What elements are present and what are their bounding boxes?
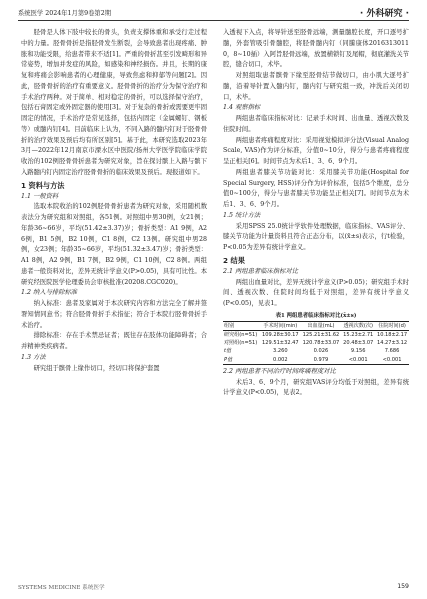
table-header-cell: 手术时间(min) xyxy=(263,322,298,329)
section-title: · 外科研究 · xyxy=(359,9,409,19)
right-column xyxy=(223,28,409,399)
table-cell: 研究组(n=51) xyxy=(224,331,258,338)
vas-paragraph: 两组患者疼痛程度对比：采用视觉模拟评分法(Visual Analog Scale, VAS)作为评分标准，分值0~10分，得分与患者疼痛程度呈正相关[6]。时间节点为术后1、3、6、9个月。 xyxy=(223,136,409,165)
table-cell: 0.026 xyxy=(313,348,329,355)
table-cell: 10.18±2.17 xyxy=(376,331,408,338)
table-header-cell: 住院时间(d) xyxy=(378,322,406,329)
general-info-heading: 1.1 一般资料 xyxy=(21,192,59,200)
table-1 xyxy=(223,312,409,365)
criteria-heading: 1.2 纳入与排除标准 xyxy=(21,289,78,297)
table-cell: 15.23±2.71 xyxy=(343,331,374,338)
results-heading: 2 结果 xyxy=(223,255,245,265)
table-header-cell: 出血量(mL) xyxy=(307,322,335,329)
table-header-cell: 透视次数(次) xyxy=(343,322,373,329)
method-paragraph: 研究组于髌骨上缘作切口，经切口将保护套置 xyxy=(33,364,160,372)
clinical-index-table xyxy=(223,321,409,365)
hss-paragraph: 两组患者膝关节功能对比：采用膝关节功能(Hospital for Special Surgery, HSS)评分作为评价标准，包括5个维度，总分值0~100分，得分与患者膝关节功能呈正相关[7]。时间节点为术后1、3、6、9个月。 xyxy=(223,168,409,208)
result-1-heading: 2.1 两组患者临床指标对比 xyxy=(223,267,298,275)
table-row xyxy=(223,356,409,365)
table-header-cell: 组别 xyxy=(224,322,235,329)
table-cell: 0.002 xyxy=(273,356,288,363)
intro-paragraph: 胫骨是人体下肢中较长的骨头，负责支撑体重和承受行走过程中的力量。胫骨骨折是指胫骨发生断裂，会导致患者出现疼痛、肿胀和功能受限，给患者带来不适[1]。严重的骨折甚至引发畸形和异常姿势，增加并发症的风险，如感染和神经损伤。并且，长期的康复和疼痛会影响患者的心理健康，导致焦虑和抑郁等问题[2]。因此，胫骨骨折的治疗有重要意义。胫骨骨折的治疗分为保守治疗和手术治疗两种。对于简单、相对稳定的骨折，可以选择保守治疗，包括石膏固定或外固定器的使用[3]。对于复杂的骨折或需要更牢固固定的情况，手术治疗是常见选择，包括内固定（金属螺钉、钢板等）或髓内钉[4]。目前临床上认为，不同入路的髓内钉对于胫骨骨折的治疗效果及预后均有所区别[5]。基于此，本研究选取2023年3月—2022年12月南京市溧水区中医院/扬州大学医学院临床学院收治的102例胫骨骨折患者为研究对象，旨在探讨髌上入路与髌下入路髓内钉内固定治疗胫骨骨折的临床效果及预后。现报道如下。 xyxy=(21,29,207,176)
page-number: 159 xyxy=(397,583,409,590)
table-cell: t值 xyxy=(224,348,232,355)
inclusion-paragraph: 纳入标准：患者及家属对于本次研究内容和方法完全了解并签署知情同意书；符合胫骨骨折手术指征；符合于本院行胫骨骨折手术治疗。 xyxy=(21,300,207,329)
table-cell: <0.001 xyxy=(348,356,368,363)
clinical-index-paragraph: 两组患者临床指标对比：记录手术时间、出血量、透视次数及住院时间。 xyxy=(223,115,409,133)
journal-issue-label: 系统医学 2024年1月第9卷第2期 xyxy=(18,10,112,17)
table-row xyxy=(223,339,409,347)
table-cell: 14.27±3.12 xyxy=(376,340,408,347)
control-method-paragraph: 对照组取患者髌骨下缘至胫骨结节做切口，由小肌大逐号扩髓，沿着导针置入髓内钉，髓内钉与研究组一致，冲洗后关闭切口，术毕。 xyxy=(223,72,409,101)
table-cell: 9.156 xyxy=(350,348,366,355)
result-1-paragraph: 两组出血量对比，差异无统计学意义(P>0.05)；研究组手术时间、透视次数、住院时间均低于对照组，差异有统计学意义(P<0.05)，见表1。 xyxy=(223,278,409,307)
general-info-paragraph: 选取本院收治的102例胫骨骨折患者为研究对象，采用随机数表法分为研究组和对照组，各51例。对照组中男30例，女21例；年龄36~66岁，平均(51.42±3.37)岁；骨折类型：A1 9例，A2 6例，B1 5例，B2 10例，C1 8例，C2 13例。研究组中男28例，女23例；年龄35~66岁，平均(51.32±3.47)岁；骨折类型：A1 8例，A2 9例，B1 7例，B2 9例，C1 10例，C2 8例。两组患者一般资料对比，差异无统计学意义(P>0.05)，具有可比性。本研究经医院医学伦理委员会审核批准(20208.CGC020)。 xyxy=(21,203,207,286)
observation-heading: 1.4 观察指标 xyxy=(223,104,261,112)
result-2-heading: 2.2 两组患者不同治疗时间疼痛程度对比 xyxy=(223,367,336,375)
table-cell: 3.260 xyxy=(273,348,288,355)
table-caption: 表1 两组患者临床指标对比(x̄±s) xyxy=(275,312,357,319)
methods-heading: 1 资料与方法 xyxy=(21,180,65,190)
table-cell: 20.48±3.07 xyxy=(343,340,374,347)
statistics-paragraph: 采用SPSS 25.0统计学软件处理数据，临床指标、VAS评分、膝关节功能为计量资料且符合正态分布，以(x̄±s)表示，行t检验，P<0.05为差异有统计学意义。 xyxy=(223,222,409,251)
table-cell: 120.78±33.07 xyxy=(302,340,340,347)
table-row xyxy=(223,347,409,355)
table-cell: 0.979 xyxy=(313,356,329,363)
table-cell: 109.28±30.17 xyxy=(261,331,299,338)
exclusion-paragraph: 排除标准：存在手术禁忌证者；既往存在肢体功能障碍者；合并精神类疾病者。 xyxy=(21,332,207,350)
left-column xyxy=(21,28,207,374)
page-header xyxy=(18,7,409,21)
table-cell: <0.001 xyxy=(382,356,402,363)
table-cell: 129.51±32.47 xyxy=(261,340,299,347)
journal-name-footer: SYSTEMS MEDICINE 系统医学 xyxy=(18,585,105,591)
table-row xyxy=(223,330,409,339)
table-cell: 对照组(n=51) xyxy=(224,340,258,347)
table-header-row xyxy=(223,321,409,330)
result-2-paragraph: 术后3、6、9个月，研究组VAS评分均低于对照组，差异有统计学意义(P<0.05)，见表2。 xyxy=(223,378,409,397)
table-cell: 7.686 xyxy=(384,348,400,355)
table-cell: 125.21±31.62 xyxy=(302,331,340,338)
page-footer xyxy=(18,583,409,595)
method-continued-paragraph: 入透视下入点，将导针送至胫骨远端，测量髓腔长度，开口逐号扩髓，外套管吸引骨髓腔，将胫骨髓内钉（同縢康体2016313011 0，8~10插）入阿旨胫骨远端，放置横锁钉及尾帽，彻底灌洗关节腔，缝合切口，术毕。 xyxy=(223,29,409,69)
statistics-heading: 1.5 统计方法 xyxy=(223,211,261,219)
method-heading: 1.3 方法 xyxy=(21,353,46,361)
table-cell: P值 xyxy=(224,356,233,363)
